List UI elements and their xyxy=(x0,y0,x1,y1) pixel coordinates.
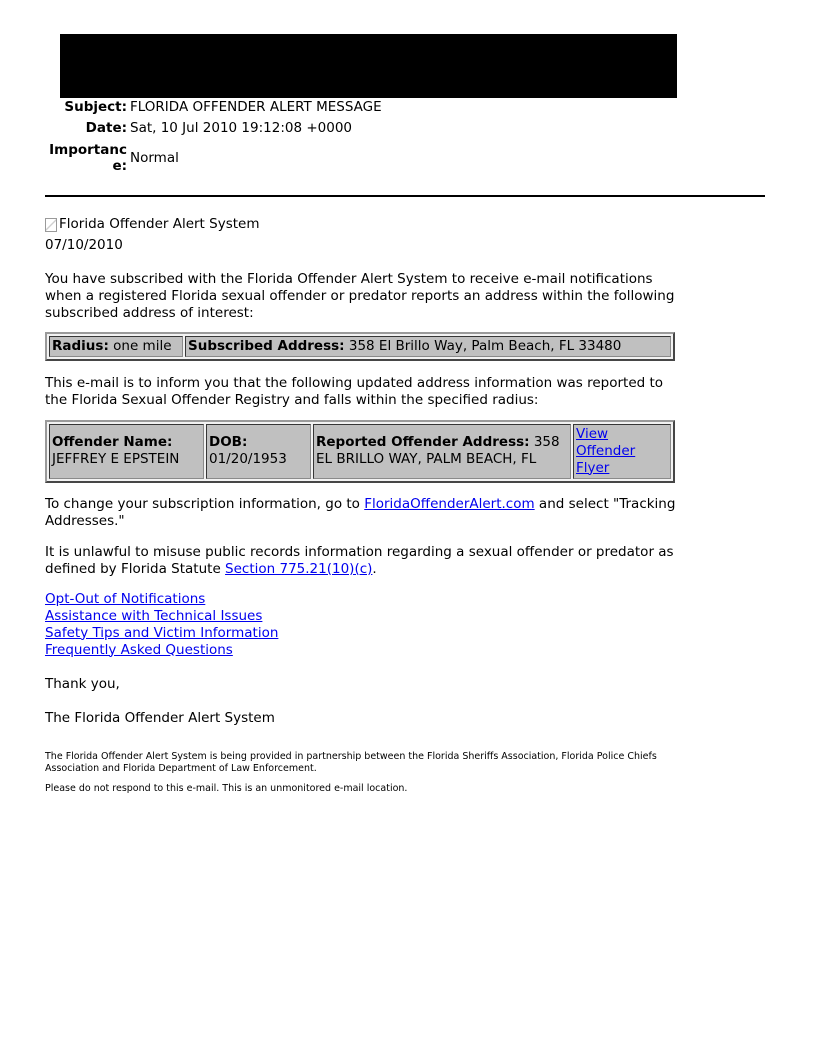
faq-link[interactable]: Frequently Asked Questions xyxy=(45,641,233,658)
opt-out-link[interactable]: Opt-Out of Notifications xyxy=(45,590,206,607)
footer-noreply: Please do not respond to this e-mail. This is an unmonitored e-mail location. xyxy=(45,782,408,794)
offender-name-cell xyxy=(49,424,204,479)
reported-address-value: 358 EL BRILLO WAY, PALM BEACH, FL xyxy=(316,434,560,467)
subscription-table xyxy=(45,332,675,361)
subscribed-address-cell xyxy=(185,336,671,357)
subscribed-address-value: 358 El Brillo Way, Palm Beach, FL 33480 xyxy=(344,337,622,354)
subject-row xyxy=(44,96,385,117)
offender-table xyxy=(45,420,675,483)
thanks-text: Thank you, xyxy=(45,675,120,692)
view-offender-flyer-link[interactable]: View Offender Flyer xyxy=(576,425,636,476)
change-suffix: and select "Tracking Addresses." xyxy=(45,495,676,529)
inform-paragraph: This e-mail is to inform you that the following updated address information was reported to the Florida Sexual Offender Registry and falls within the specified radius: xyxy=(45,374,664,408)
reported-address-cell xyxy=(313,424,571,479)
unlawful-suffix: . xyxy=(372,560,377,577)
unlawful-prefix: It is unlawful to misuse public records information regarding a sexual offender or predator as defined by Florida Statute xyxy=(45,543,674,577)
email-header xyxy=(44,96,385,178)
change-subscription-paragraph xyxy=(45,496,680,530)
intro-paragraph: You have subscribed with the Florida Offender Alert System to receive e-mail notifications when a registered Florida sexual offender or predator reports an address within the following subscribed address of interest: xyxy=(45,270,675,321)
importance-label-line2: e: xyxy=(112,158,127,174)
help-links xyxy=(45,591,680,659)
radius-cell xyxy=(49,336,183,357)
email-body xyxy=(45,216,680,795)
importance-value: Normal xyxy=(130,150,179,166)
footer-partnership: The Florida Offender Alert System is being provided in partnership between the Florida Sheriffs Association, Florida Police Chiefs Association and Florida Department of Law Enforcement. xyxy=(45,750,657,774)
florida-offender-alert-link[interactable]: FloridaOffenderAlert.com xyxy=(364,495,535,512)
importance-label xyxy=(44,138,130,178)
alert-date: 07/10/2010 xyxy=(45,236,123,253)
technical-assistance-link[interactable]: Assistance with Technical Issues xyxy=(45,607,263,624)
date-row xyxy=(44,117,385,138)
subscribed-address-label: Subscribed Address: xyxy=(188,337,345,354)
radius-label: Radius: xyxy=(52,337,109,354)
dob-label: DOB: xyxy=(209,434,248,450)
unlawful-paragraph xyxy=(45,544,680,578)
radius-value: one mile xyxy=(108,337,172,354)
signature-text: The Florida Offender Alert System xyxy=(45,709,275,726)
date-label: Date: xyxy=(85,119,127,136)
dob-value: 01/20/1953 xyxy=(209,451,287,467)
subject-value: FLORIDA OFFENDER ALERT MESSAGE xyxy=(130,98,382,115)
offender-name-value: JEFFREY E EPSTEIN xyxy=(52,451,180,467)
change-prefix: To change your subscription information, go to xyxy=(45,495,365,512)
subject-label: Subject: xyxy=(64,98,127,115)
reported-address-label: Reported Offender Address: xyxy=(316,434,530,450)
logo-image xyxy=(45,216,259,233)
flyer-cell xyxy=(573,424,671,479)
statute-link[interactable]: Section 775.21(10)(c) xyxy=(225,560,373,577)
header-divider xyxy=(45,195,765,197)
offender-name-label: Offender Name: xyxy=(52,434,173,450)
importance-row xyxy=(44,138,385,178)
date-value: Sat, 10 Jul 2010 19:12:08 +0000 xyxy=(130,119,353,136)
broken-image-icon xyxy=(45,218,57,232)
logo-alt-text: Florida Offender Alert System xyxy=(59,216,260,232)
importance-label-line1: Importanc xyxy=(49,142,127,158)
dob-cell xyxy=(206,424,311,479)
redaction-block xyxy=(60,34,677,98)
subscription-row xyxy=(49,336,671,357)
offender-row xyxy=(49,424,671,479)
safety-tips-link[interactable]: Safety Tips and Victim Information xyxy=(45,624,279,641)
